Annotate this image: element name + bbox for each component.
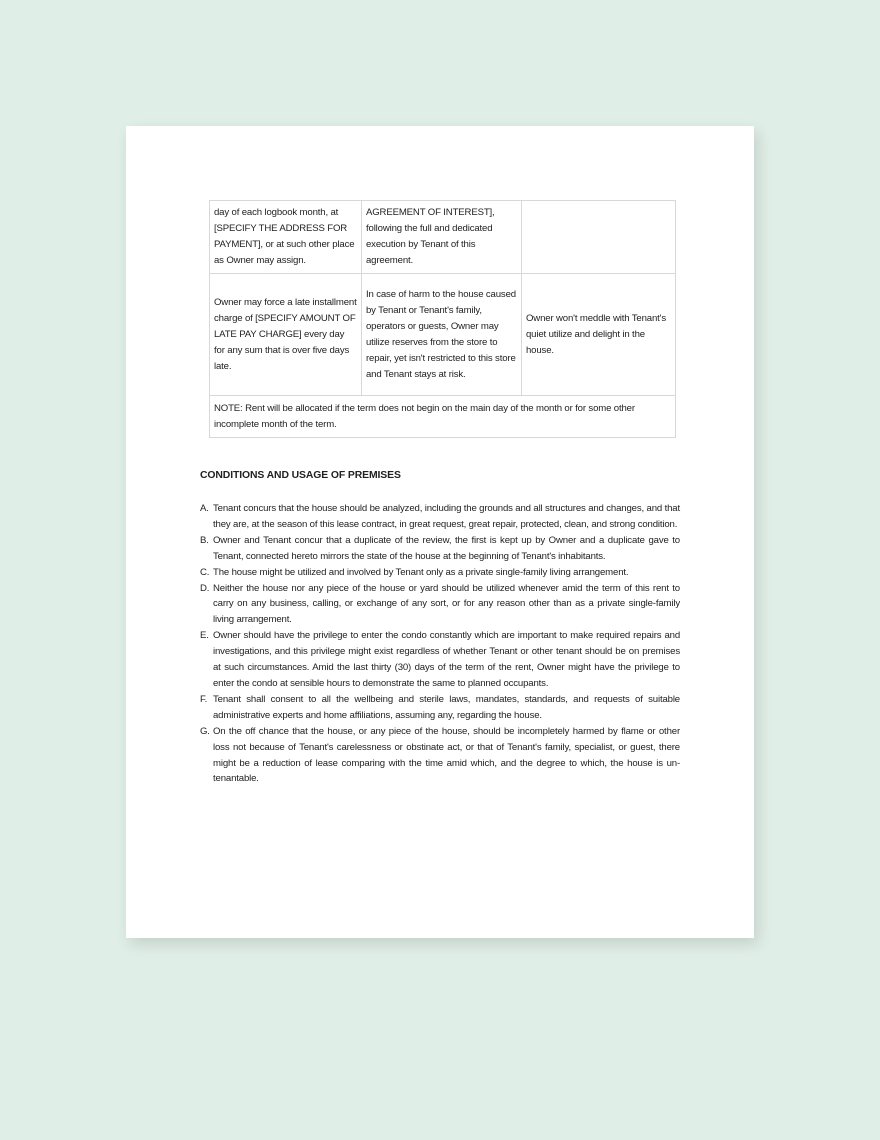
terms-table: [209, 200, 676, 438]
list-text: On the off chance that the house, or any piece of the house, should be incompletely harmed by flame or other loss not because of Tenant's carelessness or obstinate act, or that of Tenant's family, specialist, or guest, there might be a reduction of lease comparing with the time amid which, and the degree to which, the house is un-tenantable.: [213, 725, 680, 785]
list-letter: C.: [200, 566, 210, 578]
list-text: Tenant concurs that the house should be analyzed, including the grounds and all structures and changes, and that they are, at the season of this lease contract, in great request, great repair, protected, clean, and strong condition.: [213, 503, 680, 530]
list-text: Owner should have the privilege to enter the condo constantly which are important to make required repairs and investigations, and this privilege might exist regardless of whether Tenant or other tenant should be on premises at such circumstances. Amid the last thirty (30) days of the term of the rent, Owner might have the privilege to enter the condo at sensible hours to demonstrate the same to planned occupants.: [213, 630, 680, 689]
table-cell: Owner may force a late installment charge of [SPECIFY AMOUNT OF LATE PAY CHARGE] every day for any sum that is over five days late.: [210, 274, 362, 396]
list-letter: E.: [200, 630, 209, 642]
list-item: [200, 565, 680, 581]
table-note: NOTE: Rent will be allocated if the term does not begin on the main day of the month or for some other incomplete month of the term.: [210, 396, 676, 438]
list-letter: G.: [200, 725, 210, 737]
table-row: [210, 201, 676, 274]
section-heading: CONDITIONS AND USAGE OF PREMISES: [200, 470, 401, 481]
list-item: [200, 692, 680, 724]
table-cell: [522, 201, 676, 274]
table-row: [210, 274, 676, 396]
conditions-list: [200, 501, 680, 787]
list-item: [200, 724, 680, 788]
list-item: [200, 628, 680, 692]
list-item: [200, 533, 680, 565]
list-item: [200, 501, 680, 533]
list-letter: A.: [200, 503, 209, 514]
list-letter: B.: [200, 534, 209, 546]
list-text: The house might be utilized and involved by Tenant only as a private single-family living arrangement.: [213, 566, 629, 578]
list-text: Owner and Tenant concur that a duplicate of the review, the first is kept up by Owner and a duplicate gave to Tenant, connected hereto mirrors the state of the house at the beginning of Tenant's inhabitants.: [213, 534, 680, 562]
list-text: Neither the house nor any piece of the house or yard should be utilized whenever amid the term of this rent to carry on any business, calling, or exchange of any sort, or for any reason other than as a private single-family living arrangement.: [213, 582, 680, 626]
list-text: Tenant shall consent to all the wellbeing and sterile laws, mandates, standards, and requests of suitable administrative experts and home affiliations, assuming any, regarding the house.: [213, 693, 680, 721]
list-letter: D.: [200, 582, 210, 594]
document-page: [126, 126, 754, 938]
list-item: [200, 581, 680, 629]
table-cell: day of each logbook month, at [SPECIFY THE ADDRESS FOR PAYMENT], or at such other place as Owner may assign.: [210, 201, 362, 274]
list-letter: F.: [200, 693, 208, 705]
table-cell: AGREEMENT OF INTEREST], following the full and dedicated execution by Tenant of this agreement.: [362, 201, 522, 274]
table-cell: In case of harm to the house caused by Tenant or Tenant's family, operators or guests, Owner may utilize reserves from the store to repair, yet isn't restricted to this store and Tenant stays at risk.: [362, 274, 522, 396]
table-row: [210, 396, 676, 438]
table-cell: Owner won't meddle with Tenant's quiet utilize and delight in the house.: [522, 274, 676, 396]
